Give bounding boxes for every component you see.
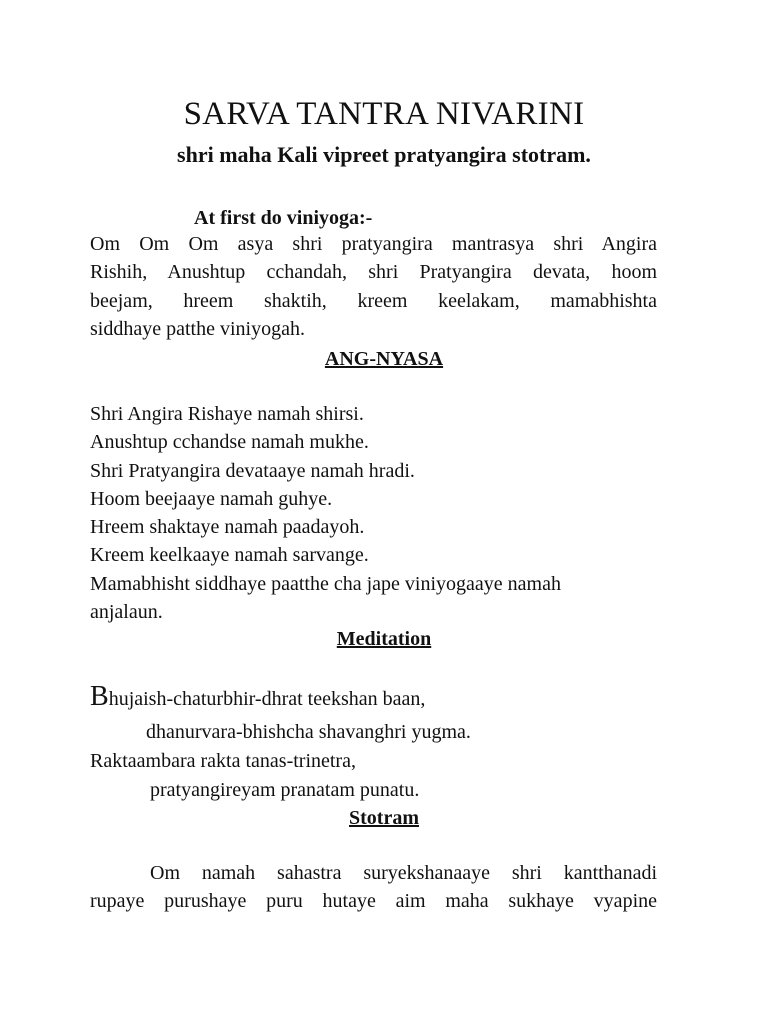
viniyoga-line: Om Om Om asya shri pratyangira mantrasya shri Angira [90, 233, 657, 255]
ang-nyasa-heading: ANG-NYASA [324, 348, 444, 370]
viniyoga-heading: At first do viniyoga:- [194, 207, 373, 229]
page-subtitle: shri maha Kali vipreet pratyangira stotram. [177, 142, 591, 167]
stotram-heading: Stotram [349, 807, 419, 829]
meditation-line [90, 680, 425, 716]
viniyoga-line: beejam, hreem shaktih, kreem keelakam, mamabhishta [90, 289, 657, 312]
ang-nyasa-line: Hoom beejaaye namah guhye. [90, 487, 333, 510]
meditation-line: dhanurvara-bhishcha shavanghri yugma. [146, 721, 471, 743]
meditation-line: Raktaambara rakta tanas-trinetra, [90, 750, 356, 772]
ang-nyasa-line: Shri Angira Rishaye namah shirsi. [90, 403, 364, 425]
meditation-dropcap: B [90, 681, 109, 712]
stotram-line: Om namah sahastra suryekshanaaye shri kantthanadi [150, 862, 657, 884]
ang-nyasa-line: Hreem shaktaye namah paadayoh. [90, 516, 365, 539]
stotram-line: rupaye purushaye puru hutaye aim maha sukhaye vyapine [90, 890, 657, 913]
viniyoga-line: Rishih, Anushtup cchandah, shri Pratyangira devata, hoom [90, 261, 657, 284]
ang-nyasa-line: Anushtup cchandse namah mukhe. [90, 431, 369, 454]
ang-nyasa-list [90, 400, 670, 626]
meditation-line: pratyangireyam pranatam punatu. [150, 779, 420, 801]
ang-nyasa-line: Mamabhisht siddhaye paatthe cha jape viniyogaaye namah [90, 572, 561, 595]
page-title: SARVA TANTRA NIVARINI [183, 96, 585, 132]
meditation-line-rest: hujaish-chaturbhir-dhrat teekshan baan, [108, 688, 426, 710]
meditation-heading: Meditation [336, 628, 432, 650]
ang-nyasa-line: anjalaun. [90, 601, 163, 624]
ang-nyasa-line: Shri Pratyangira devataaye namah hradi. [90, 459, 415, 482]
viniyoga-line: siddhaye patthe viniyogah. [90, 317, 305, 340]
ang-nyasa-line: Kreem keelkaaye namah sarvange. [90, 544, 369, 567]
stotram-paragraph [90, 859, 657, 916]
viniyoga-paragraph [90, 230, 657, 343]
